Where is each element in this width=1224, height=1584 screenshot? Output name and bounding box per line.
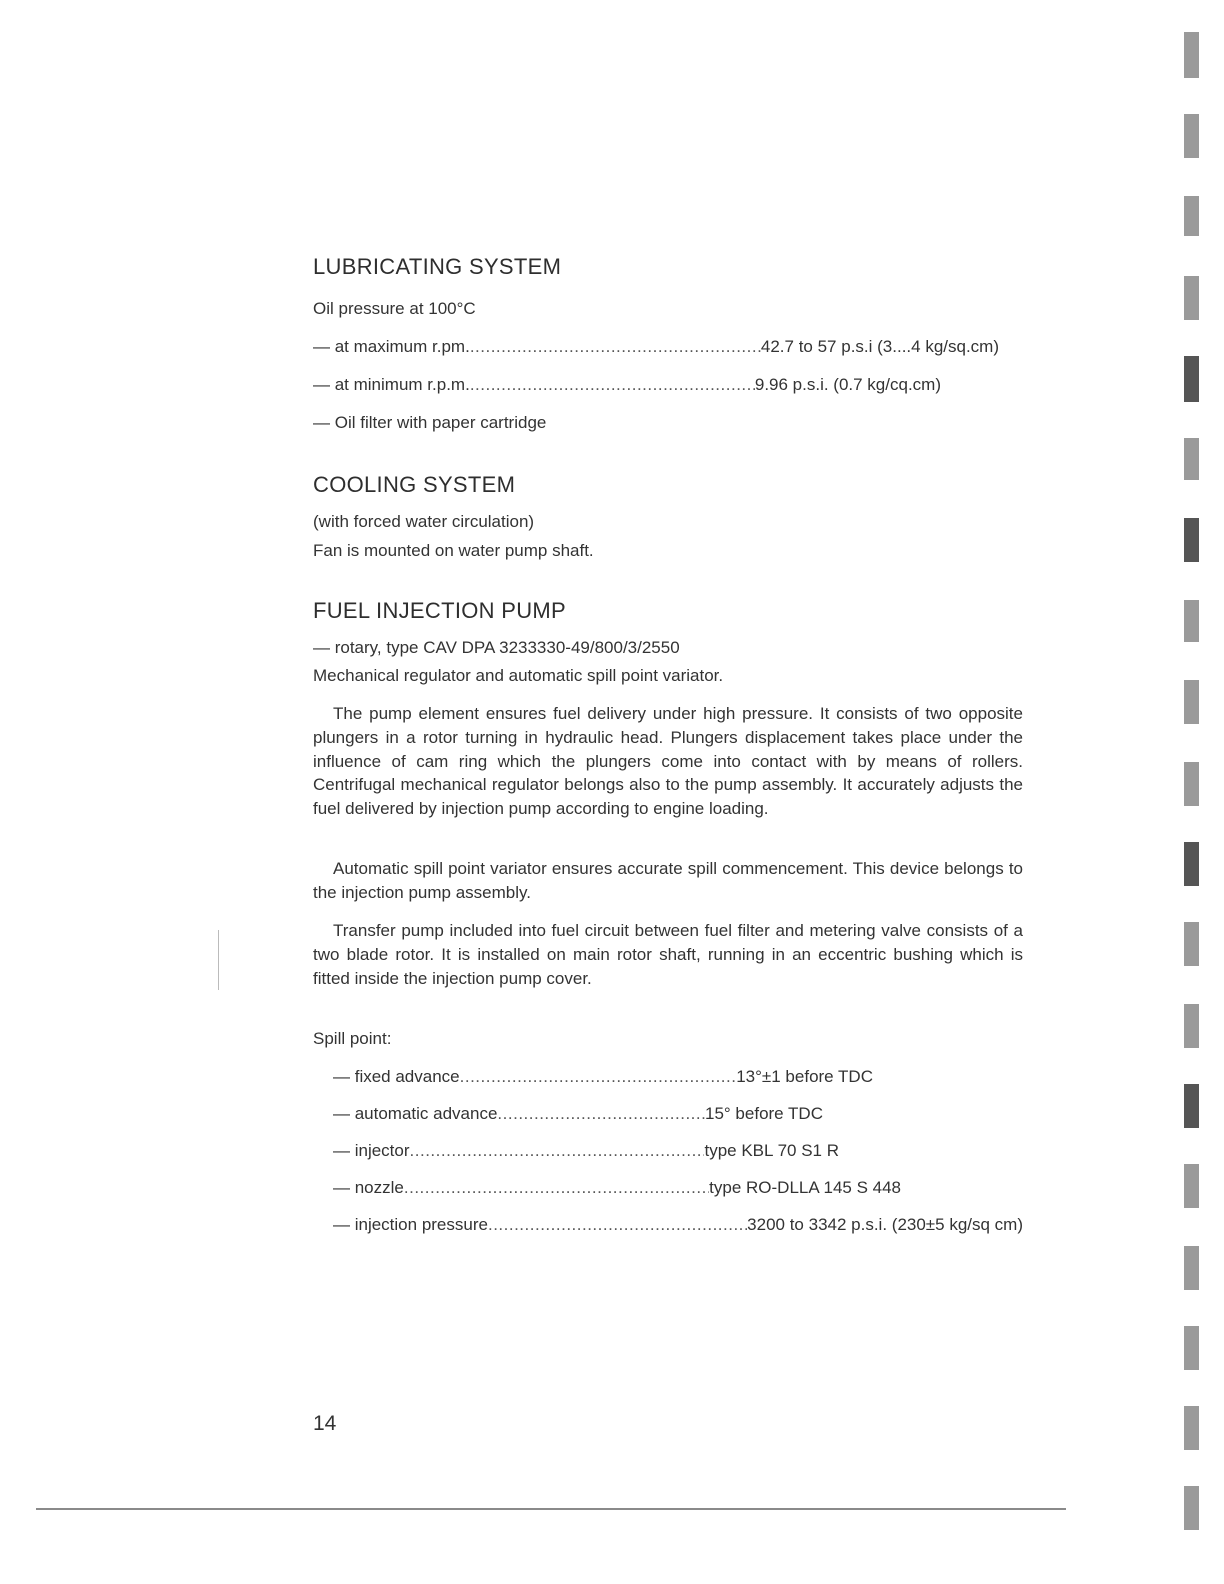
spill-row-value: 15° before TDC: [705, 1104, 823, 1123]
oil-pressure-intro: Oil pressure at 100°C: [313, 299, 476, 318]
cooling-line-1: (with forced water circulation): [313, 512, 535, 531]
binding-mark: [1184, 32, 1199, 78]
spill-row-label: — nozzle: [333, 1178, 404, 1197]
spill-row: [333, 1067, 873, 1087]
bottom-rule: [36, 1508, 1066, 1510]
transfer-pump-paragraph: Transfer pump included into fuel circuit between fuel filter and metering valve consists of a two blade rotor. It is installed on main rotor shaft, running in an eccentric bushing which is fitted inside the injection pump cover.: [313, 921, 1023, 988]
leader-dots: [470, 375, 755, 395]
oil-pressure-min-row: [313, 375, 941, 395]
leader-dots: [404, 1178, 709, 1198]
binding-mark: [1184, 276, 1199, 320]
spill-row-label: — fixed advance: [333, 1067, 460, 1086]
lubricating-heading: LUBRICATING SYSTEM: [313, 254, 562, 279]
leader-dots: [497, 1104, 705, 1124]
oil-pressure-min-label: — at minimum r.p.m.: [313, 375, 470, 394]
binding-mark: [1184, 600, 1199, 642]
leader-dots: [460, 1067, 737, 1087]
oil-filter-line: — Oil filter with paper cartridge: [313, 413, 547, 432]
cooling-heading: COOLING SYSTEM: [313, 472, 516, 497]
leader-dots: [488, 1215, 747, 1235]
binding-mark: [1184, 196, 1199, 236]
spill-row-value: 3200 to 3342 p.s.i. (230±5 kg/sq cm): [747, 1215, 1023, 1234]
spill-point-heading: Spill point:: [313, 1029, 392, 1048]
fuel-pump-type: — rotary, type CAV DPA 3233330-49/800/3/2550: [313, 638, 680, 657]
binding-mark: [1184, 922, 1199, 966]
spill-variator-paragraph: Automatic spill point variator ensures accurate spill commencement. This device belongs to the injection pump assembly.: [313, 859, 1023, 902]
binding-mark: [1184, 762, 1199, 806]
pump-element-paragraph: The pump element ensures fuel delivery under high pressure. It consists of two opposite plungers in a rotor turning in hydraulic head. Plungers displacement takes place under the influence of cam ring which the plungers come into contact with by means of rollers. Centrifugal mechanical regulator belongs also to the pump assembly. It accurately adjusts the fuel delivered by injection pump according to engine loading.: [313, 704, 1023, 819]
oil-pressure-min-value: 9.96 p.s.i. (0.7 kg/cq.cm): [754, 375, 941, 394]
binding-mark: [1184, 842, 1199, 886]
binding-mark: [1184, 1406, 1199, 1450]
spill-row-value: 13°±1 before TDC: [736, 1067, 873, 1086]
cooling-line-2: Fan is mounted on water pump shaft.: [313, 541, 594, 560]
binding-mark: [1184, 114, 1199, 158]
binding-mark: [1184, 1164, 1199, 1208]
leader-dots: [470, 337, 761, 357]
binding-mark: [1184, 1486, 1199, 1530]
margin-mark: [218, 930, 219, 990]
oil-pressure-max-value: 42.7 to 57 p.s.i (3....4 kg/sq.cm): [760, 337, 999, 356]
page-number: 14: [313, 1412, 337, 1435]
spill-row-value: type KBL 70 S1 R: [704, 1141, 839, 1160]
spill-row: [333, 1215, 1023, 1235]
spill-row: [333, 1178, 901, 1198]
spill-row-value: type RO-DLLA 145 S 448: [709, 1178, 901, 1197]
binding-mark: [1184, 356, 1199, 402]
spill-row: [333, 1104, 823, 1124]
binding-mark: [1184, 680, 1199, 724]
spill-row: [333, 1141, 839, 1161]
oil-pressure-max-label: — at maximum r.pm.: [313, 337, 470, 356]
oil-pressure-max-row: [313, 337, 999, 357]
binding-mark: [1184, 518, 1199, 562]
spill-row-label: — injector: [333, 1141, 410, 1160]
fuel-heading: FUEL INJECTION PUMP: [313, 598, 567, 623]
binding-mark: [1184, 1246, 1199, 1290]
binding-mark: [1184, 1084, 1199, 1128]
binding-mark: [1184, 1326, 1199, 1370]
leader-dots: [410, 1141, 705, 1161]
binding-mark: [1184, 438, 1199, 480]
binding-mark: [1184, 1004, 1199, 1048]
spill-row-label: — injection pressure: [333, 1215, 488, 1234]
spill-row-label: — automatic advance: [333, 1104, 498, 1123]
fuel-regulator-line: Mechanical regulator and automatic spill point variator.: [313, 666, 724, 685]
